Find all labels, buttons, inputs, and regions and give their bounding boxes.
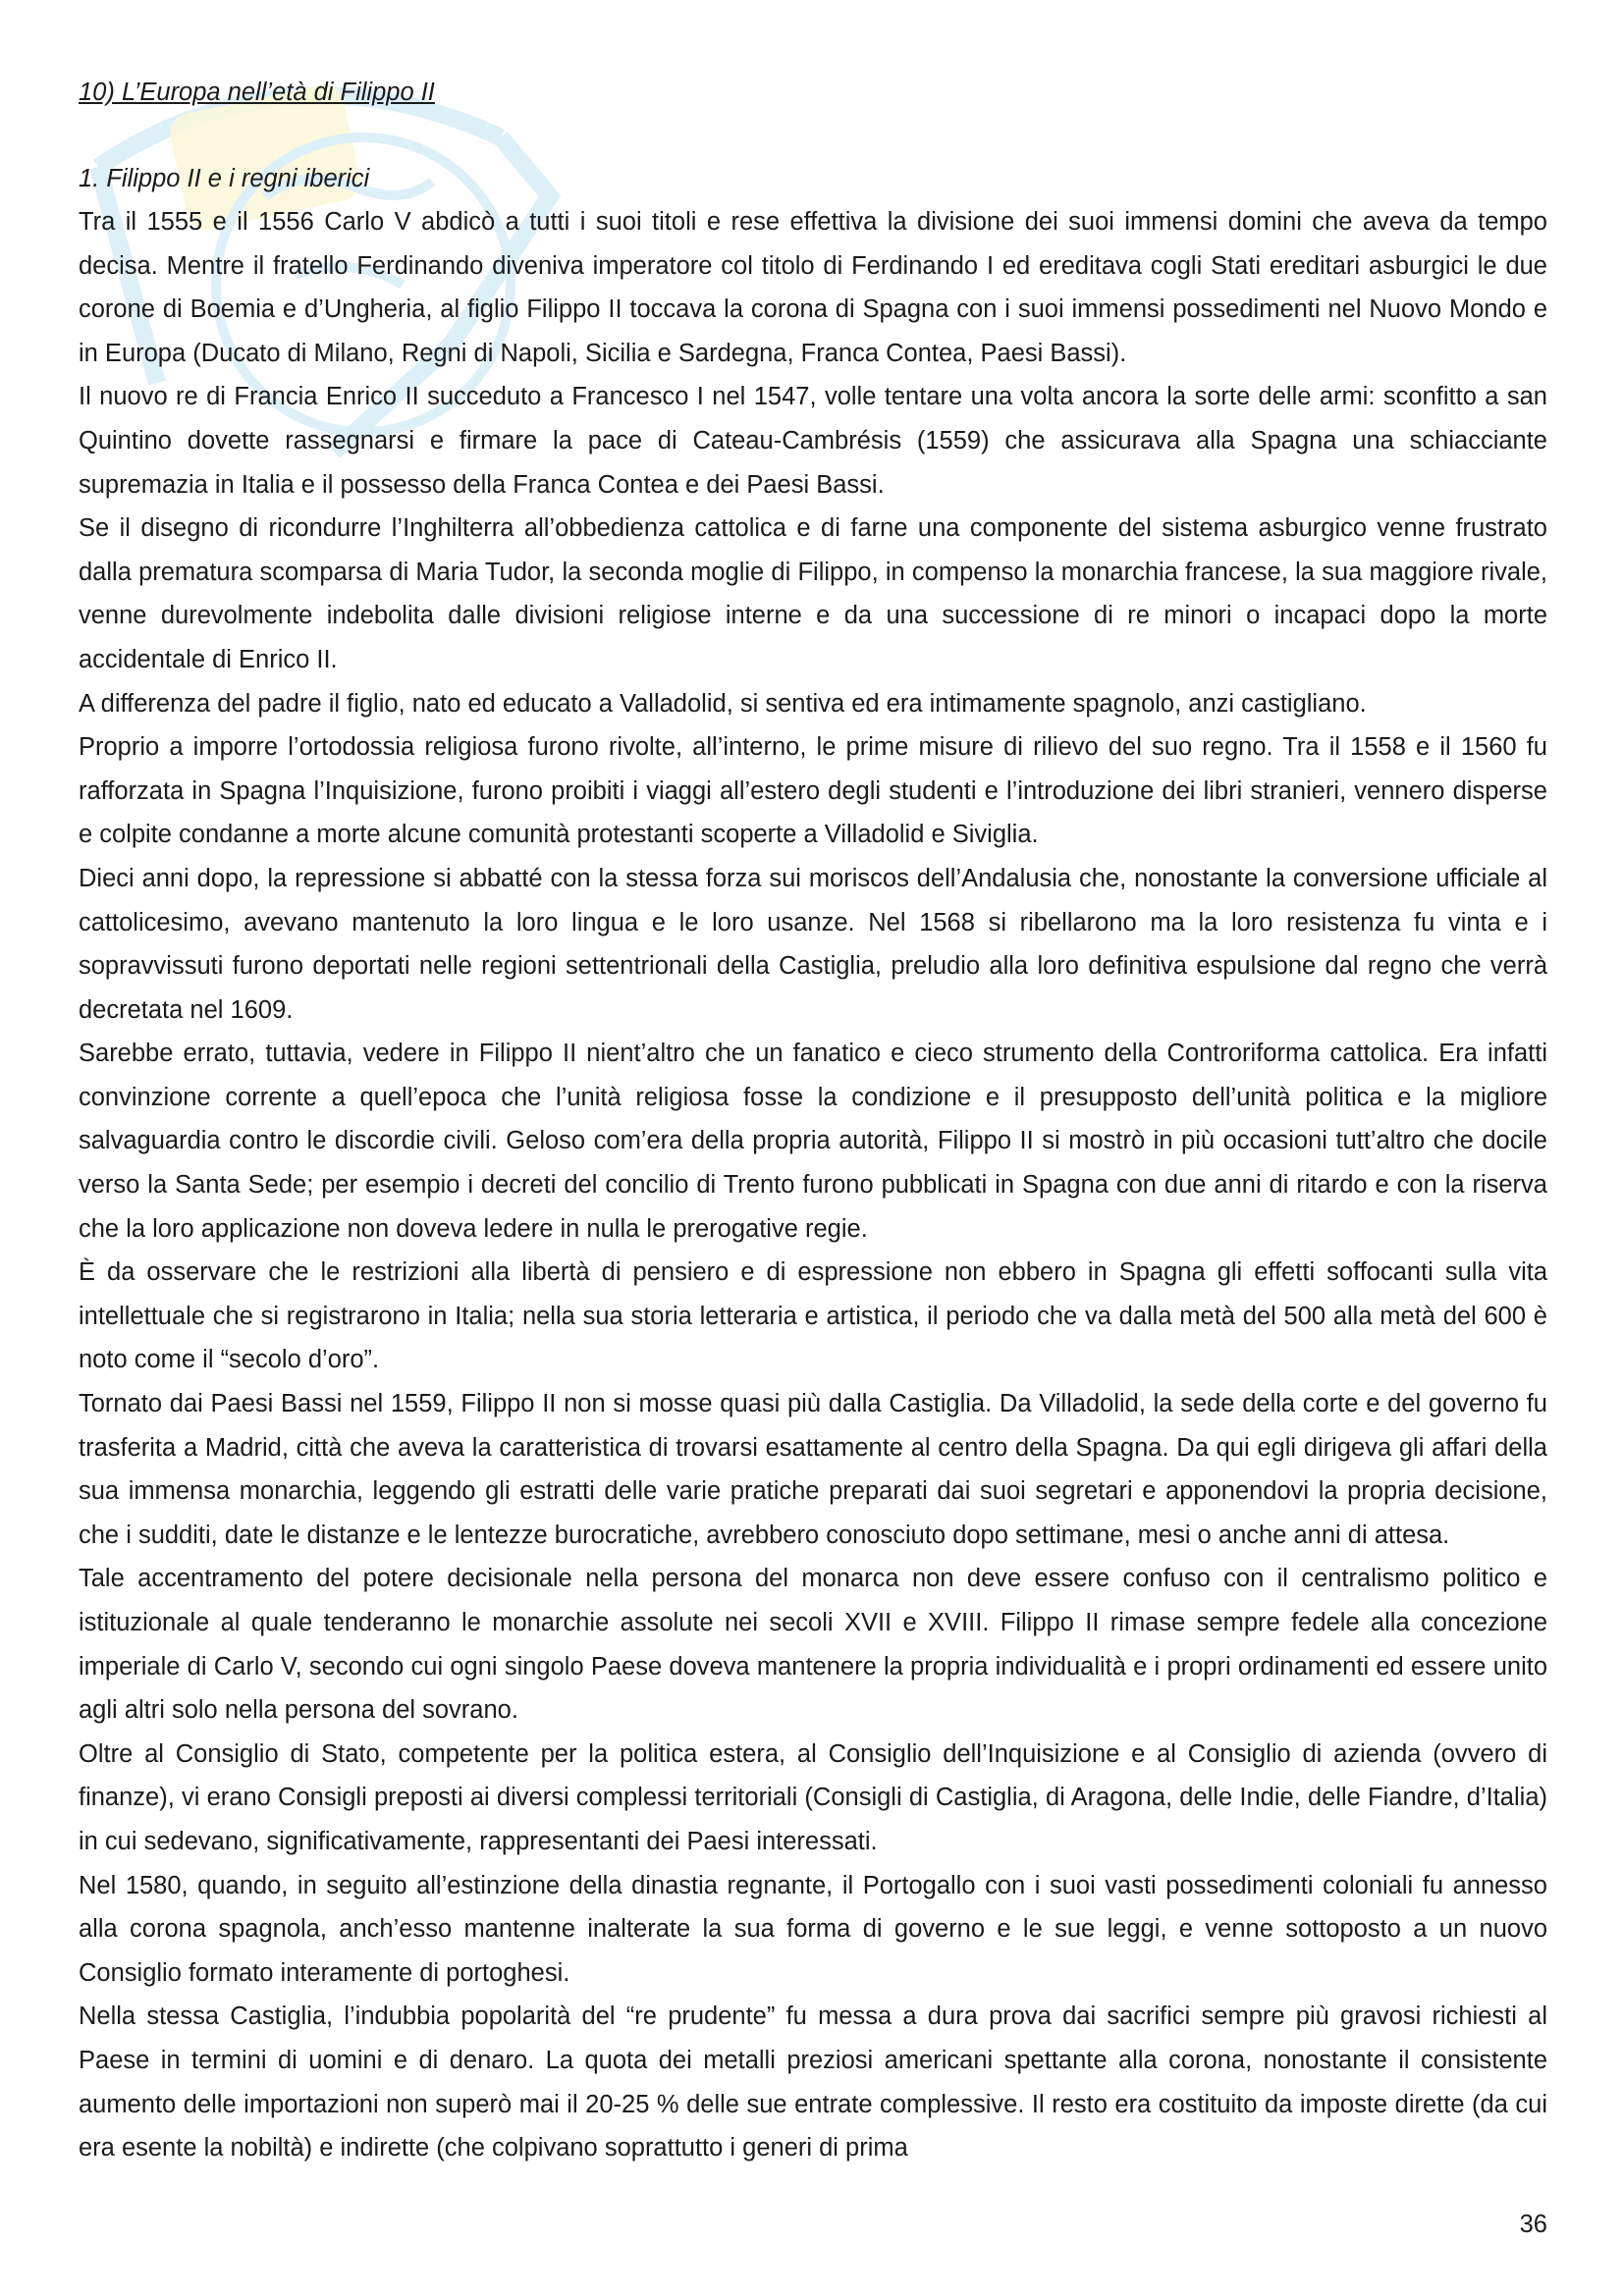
paragraph: Nella stessa Castiglia, l’indubbia popolarità del “re prudente” fu messa a dura prova dai sacrifici sempre più gravosi richiesti al Paese in termini di uomini e di denaro. La quota dei metalli preziosi americani spettante alla corona, nonostante il consistente aumento delle importazioni non superò mai il 20-25 % delle sue entrate complessive. Il resto era costituito da imposte dirette (da cui era esente la nobiltà) e indirette (che colpivano soprattutto i generi di prima <box>79 2002 1547 2163</box>
paragraph: Tra il 1555 e il 1556 Carlo V abdicò a tutti i suoi titoli e rese effettiva la divisione dei suoi immensi domini che aveva da tempo decisa. Mentre il fratello Ferdinando diveniva imperatore col titolo di Ferdinando I ed ereditava cogli Stati ereditari asburgici le due corone di Boemia e d’Ungheria, al figlio Filippo II toccava la corona di Spagna con i suoi immensi possedimenti nel Nuovo Mondo e in Europa (Ducato di Milano, Regni di Napoli, Sicilia e Sardegna, Franca Contea, Paesi Bassi). <box>79 208 1547 367</box>
chapter-title: 10) L’Europa nell’età di Filippo II <box>79 79 435 106</box>
paragraph: A differenza del padre il figlio, nato ed educato a Valladolid, si sentiva ed era intimamente spagnolo, anzi castigliano. <box>79 689 1367 718</box>
paragraph: Dieci anni dopo, la repressione si abbatté con la stessa forza sui moriscos dell’Andalusia che, nonostante la conversione ufficiale al cattolicesimo, avevano mantenuto la loro lingua e le loro usanze. Nel 1568 si ribellarono ma la loro resistenza fu vinta e i sopravvissuti furono deportati nelle regioni settentrionali della Castiglia, preludio alla loro definitiva espulsione dal regno che verrà decretata nel 1609. <box>79 864 1547 1024</box>
section-title: 1. Filippo II e i regni iberici <box>79 165 370 192</box>
paragraph: Oltre al Consiglio di Stato, competente per la politica estera, al Consiglio dell’Inquisizione e al Consiglio di azienda (ovvero di finanze), vi erano Consigli preposti ai diversi complessi territoriali (Consigli di Castiglia, di Aragona, delle Indie, delle Fiandre, d’Italia) in cui sedevano, significativamente, rappresentanti dei Paesi interessati. <box>79 1739 1547 1855</box>
paragraph: Sarebbe errato, tuttavia, vedere in Filippo II nient’altro che un fanatico e cieco strumento della Controriforma cattolica. Era infatti convinzione corrente a quell’epoca che l’unità religiosa fosse la condizione e il presupposto dell’unità politica e la migliore salvaguardia contro le discordie civili. Geloso com’era della propria autorità, Filippo II si mostrò in più occasioni tutt’altro che docile verso la Santa Sede; per esempio i decreti del concilio di Trento furono pubblicati in Spagna con due anni di ritardo e con la riserva che la loro applicazione non doveva ledere in nulla le prerogative regie. <box>79 1040 1547 1243</box>
paragraph: Proprio a imporre l’ortodossia religiosa furono rivolte, all’interno, le prime misure di rilievo del suo regno. Tra il 1558 e il 1560 fu rafforzata in Spagna l’Inquisizione, furono proibiti i viaggi all’estero degli studenti e l’introduzione dei libri stranieri, vennero disperse e colpite condanne a morte alcune comunità protestanti scoperte a Villadolid e Siviglia. <box>79 733 1547 849</box>
document-page <box>79 71 1547 2170</box>
paragraph: Tale accentramento del potere decisionale nella persona del monarca non deve essere confuso con il centralismo politico e istituzionale al quale tenderanno le monarchie assolute nei secoli XVII e XVIII. Filippo II rimase sempre fedele alla concezione imperiale di Carlo V, secondo cui ogni singolo Paese doveva mantenere la propria individualità e i propri ordinamenti ed essere unito agli altri solo nella persona del sovrano. <box>79 1565 1547 1725</box>
paragraph: Tornato dai Paesi Bassi nel 1559, Filippo II non si mosse quasi più dalla Castiglia. Da Villadolid, la sede della corte e del governo fu trasferita a Madrid, città che aveva la caratteristica di trovarsi esattamente al centro della Spagna. Da qui egli dirigeva gli affari della sua immensa monarchia, leggendo gli estratti delle varie pratiche preparati dai suoi segretari e apponendovi la propria decisione, che i sudditi, date le distanze e le lentezze burocratiche, avrebbero conosciuto dopo settimane, mesi o anche anni di attesa. <box>79 1390 1547 1549</box>
paragraph: Il nuovo re di Francia Enrico II succeduto a Francesco I nel 1547, volle tentare una volta ancora la sorte delle armi: sconfitto a san Quintino dovette rassegnarsi e firmare la pace di Cateau-Cambrésis (1559) che assicurava alla Spagna una schiacciante supremazia in Italia e il possesso della Franca Contea e dei Paesi Bassi. <box>79 383 1547 499</box>
paragraph: È da osservare che le restrizioni alla libertà di pensiero e di espressione non ebbero in Spagna gli effetti soffocanti sulla vita intellettuale che si registrarono in Italia; nella sua storia letteraria e artistica, il periodo che va dalla metà del 500 alla metà del 600 è noto come il “secolo d’oro”. <box>79 1258 1547 1374</box>
page-number: 36 <box>1519 2211 1547 2238</box>
paragraph: Se il disegno di ricondurre l’Inghilterra all’obbedienza cattolica e di farne una componente del sistema asburgico venne frustrato dalla prematura scomparsa di Maria Tudor, la seconda moglie di Filippo, in compenso la monarchia francese, la sua maggiore rivale, venne durevolmente indebolita dalle divisioni religiose interne e da una successione di re minori o incapaci dopo la morte accidentale di Enrico II. <box>79 514 1547 673</box>
paragraph: Nel 1580, quando, in seguito all’estinzione della dinastia regnante, il Portogallo con i suoi vasti possedimenti coloniali fu annesso alla corona spagnola, anch’esso mantenne inalterate la sua forma di governo e le sue leggi, e venne sottoposto a un nuovo Consiglio formato interamente di portoghesi. <box>79 1871 1547 1987</box>
